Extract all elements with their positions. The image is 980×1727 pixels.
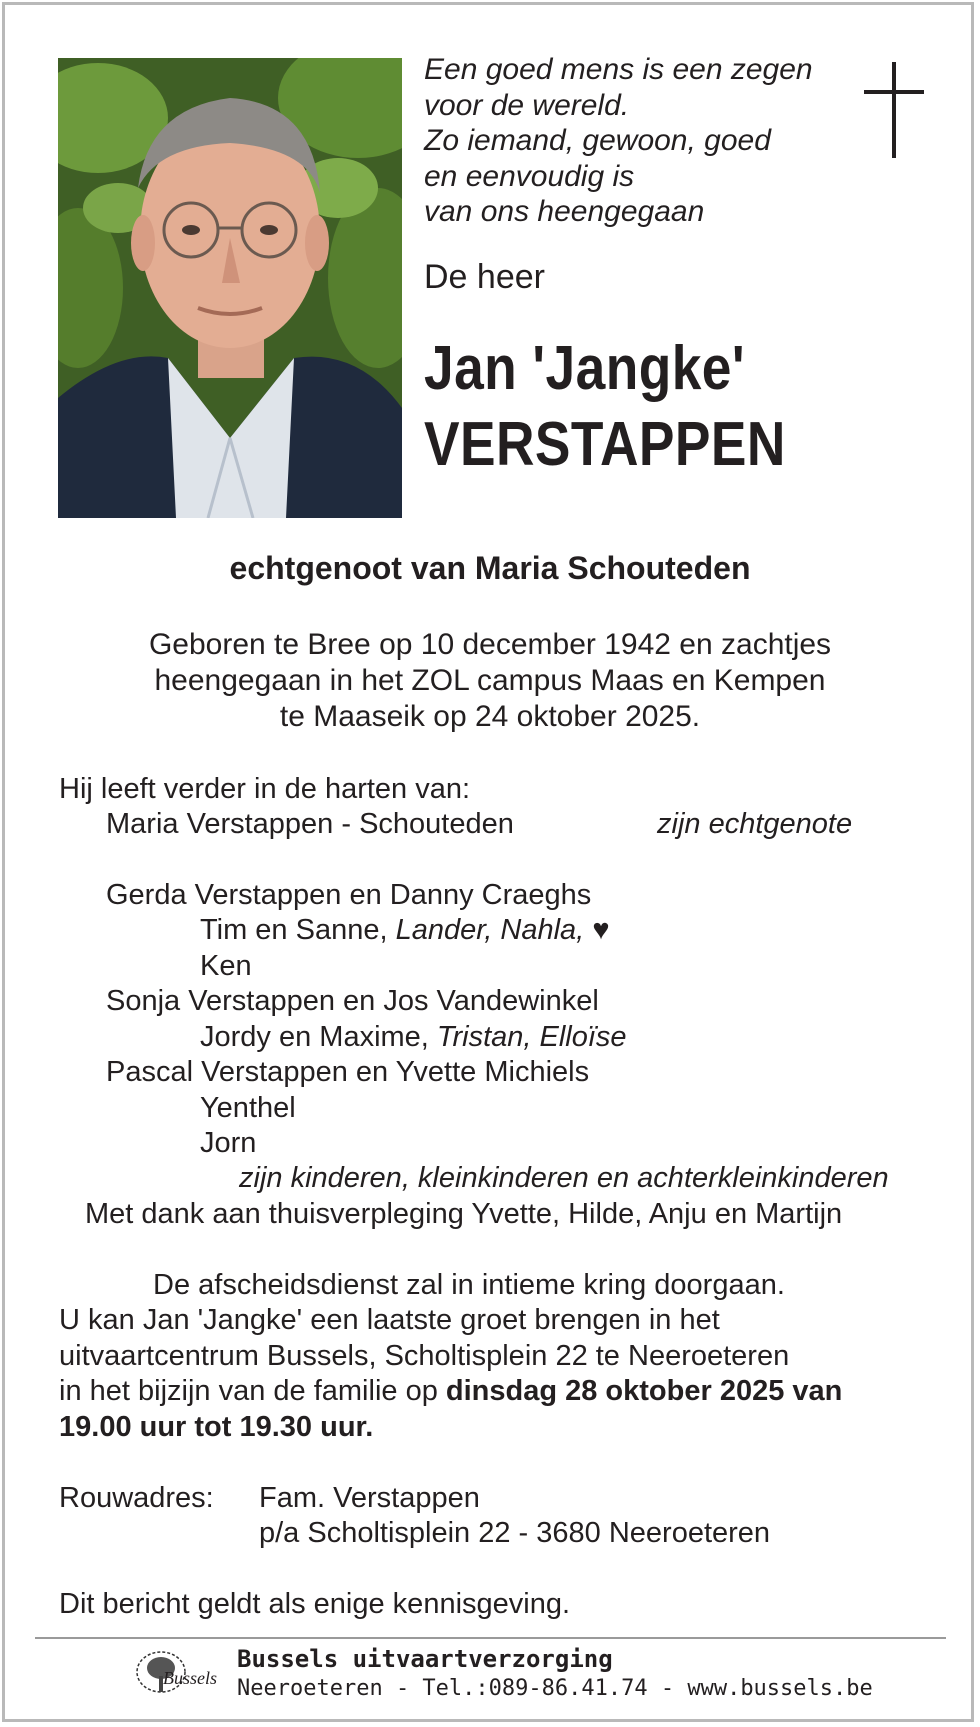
grandchild-line: [200, 914, 610, 947]
spouse-line: echtgenoot van Maria Schouteden: [229, 550, 751, 586]
greatgrandchild-names: Lander, Nahla,: [395, 914, 585, 946]
grandchild-line: Ken: [200, 950, 252, 982]
footer-divider: [35, 1637, 946, 1639]
thanks-line: Met dank aan thuisverpleging Yvette, Hilde, Anju en Martijn: [85, 1198, 843, 1230]
poem-line: voor de wereld.: [424, 88, 630, 122]
service-text: in het bijzijn van de familie op: [59, 1375, 446, 1407]
born-line: heengegaan in het ZOL campus Maas en Kempen: [154, 664, 826, 697]
birth-death-text: [0, 627, 980, 735]
greatgrandchild-names: Tristan, Elloïse: [436, 1021, 627, 1053]
service-line: U kan Jan 'Jangke' een laatste groet brengen in het: [59, 1304, 720, 1336]
wife-role: zijn echtgenote: [657, 808, 853, 840]
poem: [424, 52, 813, 230]
company-contact: Neeroeteren - Tel.:089-86.41.74 - www.bussels.be: [237, 1676, 873, 1701]
born-line: te Maaseik op 24 oktober 2025.: [279, 700, 701, 733]
honorific: De heer: [424, 258, 545, 296]
address-line: p/a Scholtisplein 22 - 3680 Neeroeteren: [259, 1517, 771, 1549]
poem-line: en eenvoudig is: [424, 159, 635, 193]
child-line: Gerda Verstappen en Danny Craeghs: [106, 879, 592, 911]
family-intro: Hij leeft verder in de harten van:: [59, 773, 471, 805]
service-date: dinsdag 28 oktober 2025 van: [445, 1375, 843, 1407]
poem-line: Een goed mens is een zegen: [424, 53, 813, 86]
service-line: uitvaartcentrum Bussels, Scholtisplein 22 te Neeroeteren: [59, 1340, 790, 1372]
grandchild-line: Yenthel: [200, 1092, 296, 1124]
child-line: Pascal Verstappen en Yvette Michiels: [106, 1056, 590, 1088]
poem-line: van ons heengegaan: [424, 195, 705, 228]
heart-icon: ♥: [592, 914, 610, 946]
name-line-2: VERSTAPPEN: [424, 410, 786, 479]
address-label: Rouwadres:: [59, 1482, 214, 1514]
portrait-photo: [58, 58, 402, 518]
service-line: De afscheidsdienst zal in intieme kring doorgaan.: [153, 1269, 785, 1301]
service-time: 19.00 uur tot 19.30 uur.: [59, 1411, 374, 1443]
poem-line: Zo iemand, gewoon, goed: [424, 124, 771, 157]
service-line: [59, 1375, 842, 1408]
bussels-logo: [133, 1646, 223, 1702]
cross-icon: [864, 62, 924, 158]
deceased-name: [424, 331, 786, 483]
family-relation: zijn kinderen, kleinkinderen en achterkleinkinderen: [239, 1162, 889, 1194]
address-line: Fam. Verstappen: [259, 1482, 480, 1514]
grandchild-names: Jordy en Maxime,: [200, 1021, 437, 1053]
name-line-1: Jan 'Jangke': [424, 334, 745, 403]
child-line: Sonja Verstappen en Jos Vandewinkel: [106, 985, 599, 1017]
logo-text: Bussels: [163, 1668, 217, 1688]
grandchild-line: [200, 1021, 627, 1054]
wife-name: Maria Verstappen - Schouteden: [106, 808, 514, 840]
company-name: Bussels uitvaartverzorging: [237, 1645, 613, 1673]
grandchild-line: Jorn: [200, 1127, 257, 1159]
born-line: Geboren te Bree op 10 december 1942 en zachtjes: [148, 628, 832, 661]
grandchild-names: Tim en Sanne,: [200, 914, 396, 946]
notice-line: Dit bericht geldt als enige kennisgeving.: [59, 1588, 571, 1620]
